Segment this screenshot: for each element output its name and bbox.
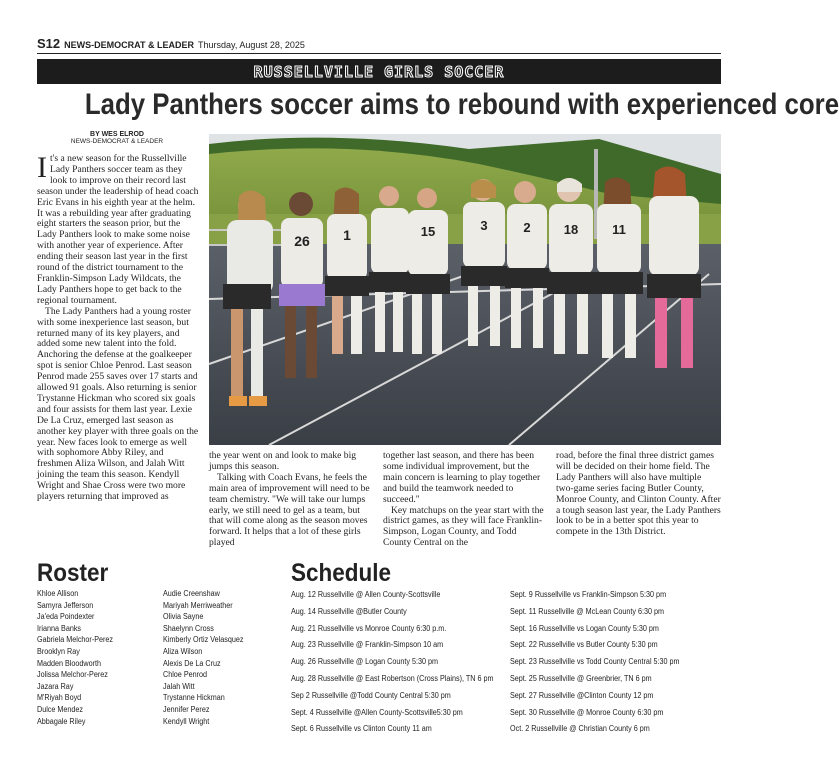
schedule-entry: Aug. 14 Russellville @Butler County <box>291 606 407 616</box>
article-paragraph: together last season, and there has been some individual improvement, but the main concern is learning to play together and build the teamwork needed to succeed." <box>383 450 541 505</box>
team-photo <box>209 134 721 445</box>
headline: Lady Panthers soccer aims to rebound with experienced core <box>84 88 839 121</box>
schedule-list-column-a <box>291 587 516 738</box>
article-column-1 <box>37 151 199 554</box>
section-banner <box>37 59 721 84</box>
byline-org: NEWS-DEMOCRAT & LEADER <box>70 138 164 145</box>
roster-player: Dulce Mendez <box>37 704 84 714</box>
schedule-entry: Sep 2 Russellville @Todd County Central 5:30 pm <box>291 690 451 700</box>
jersey-number: 1 <box>343 227 351 243</box>
roster-player: Olivia Sayne <box>163 612 204 622</box>
schedule-entry: Aug. 23 Russellville @ Franklin-Simpson 10 am <box>291 640 444 650</box>
article-column-3 <box>383 451 547 555</box>
jersey-number: 18 <box>563 222 579 237</box>
article-paragraph: road, before the final three district games will be decided on their home field. The Lady Panthers will also have multiple two-game series facing Butler County, Monroe County, and Clinton County. After a tough season last year, the Lady Panthers look to be in a better spot this year to compete in the 13th District. <box>556 450 721 538</box>
roster-player: Samyra Jefferson <box>37 600 94 610</box>
roster-list-column-b <box>163 588 252 727</box>
roster-player: Alexis De La Cruz <box>163 658 221 668</box>
roster-player: Jazara Ray <box>37 681 74 691</box>
schedule-entry: Sept. 11 Russellville @ McLean County 6:30 pm <box>510 606 665 616</box>
jersey-number: 15 <box>420 224 436 239</box>
schedule-entry: Sept. 16 Russellville vs Logan County 5:30 pm <box>510 623 659 633</box>
article-paragraph: Key matchups on the year start with the district games, as they will face Franklin-Simpson, Logan County, and Todd County Central on the <box>383 504 544 549</box>
article-paragraph <box>37 151 199 307</box>
paragraph-text: t's a new season for the Russellville Lady Panthers soccer team as they look to improve on their record last season under the leadership of head coach Eric Evans in his eighth year at the helm. It was a rebuilding year after graduating eight starters the season prior, but the Lady Panthers look to make some noise with another year of experience. After ending their season last year in the first round of the district tournament to the Franklin-Simpson Lady Wildcats, the Lady Panthers hope to get back to the regional tournament. <box>37 153 199 306</box>
schedule-entry: Sept. 9 Russellville vs Franklin-Simpson 5:30 pm <box>510 590 667 599</box>
roster-player: Audie Creenshaw <box>163 589 220 598</box>
roster-player: Irianna Banks <box>37 623 82 633</box>
jersey-number: 26 <box>294 233 310 249</box>
article-column-4 <box>556 451 721 555</box>
roster-player: Kendyll Wright <box>163 716 210 726</box>
roster-player: Madden Bloodworth <box>37 658 102 668</box>
page-folio <box>37 36 721 54</box>
schedule-entry: Sept. 30 Russellville @ Monroe County 6:30 pm <box>510 707 664 717</box>
section-label: RUSSELLVILLE GIRLS SOCCER <box>253 62 505 81</box>
schedule-entry: Sept. 4 Russellville @Allen County-Scottsville5:30 pm <box>291 707 463 717</box>
schedule-entry: Aug. 12 Russellville @ Allen County-Scottsville <box>291 590 441 599</box>
roster-player: Trystanne Hickman <box>163 693 225 703</box>
roster-player: Brooklyn Ray <box>37 646 80 656</box>
schedule-entry: Aug. 26 Russellville @ Logan County 5:30 pm <box>291 657 438 667</box>
schedule-entry: Sept. 22 Russellville vs Butler County 5:30 pm <box>510 640 658 650</box>
folio-rule <box>37 53 721 54</box>
roster-player: Ja'eda Poindexter <box>37 612 95 622</box>
page-number: S12 <box>37 36 61 51</box>
roster-player: Jennifer Perez <box>163 704 210 714</box>
roster-player: Jalah Witt <box>163 681 195 691</box>
team-photo-illustration <box>209 134 721 445</box>
article-paragraph: the year went on and look to make big jumps this season. <box>209 450 357 472</box>
schedule-entry: Sept. 25 Russellville @ Greenbrier, TN 6 pm <box>510 673 652 683</box>
roster-player: Jolissa Melchor-Perez <box>37 670 108 680</box>
schedule-list-column-b <box>510 587 698 738</box>
jersey-number: 2 <box>523 220 531 235</box>
roster-player: M'Riyah Boyd <box>37 693 82 703</box>
schedule-entry: Sept. 6 Russellville vs Clinton County 11 am <box>291 724 432 734</box>
roster-player: Abbagale Riley <box>37 716 86 726</box>
roster-player: Aliza Wilson <box>163 646 203 656</box>
schedule-entry: Aug. 28 Russellville @ East Robertson (Cross Plains), TN 6 pm <box>291 673 494 683</box>
newspaper-name: NEWS-DEMOCRAT & LEADER <box>64 40 194 50</box>
schedule-title: Schedule <box>291 559 392 587</box>
article-paragraph: The Lady Panthers had a young roster with some inexperience last season, but returned many of its key players, and added some new talent into the fold. Anchoring the defense at the goalkeeper spot is senior Chloe Penrod. Last season Penrod made 255 saves over 17 starts and allowed 91 goals. Also returning is senior Trystanne Hickman who scored six goals and four assists for them last year. Lexie De La Cruz, emerged last season as another key player with three goals on the year. New faces look to emerge as well with sophomore Abby Riley, and freshmen Aliza Wilson, and Jalah Witt joining the team this season. Kendyll Wright and Shae Cross were two more players returning that improved as <box>37 305 199 503</box>
roster-player: Shaelynn Cross <box>163 623 214 633</box>
schedule-entry: Sept. 27 Russellville @Clinton County 12 pm <box>510 690 654 700</box>
roster-list-column-a <box>37 588 121 727</box>
jersey-number: 11 <box>612 222 626 237</box>
byline <box>37 131 197 145</box>
issue-date: Thursday, August 28, 2025 <box>197 40 305 50</box>
schedule-entry: Aug. 21 Russellville vs Monroe County 6:30 p.m. <box>291 623 447 633</box>
drop-cap: I <box>37 151 47 184</box>
roster-player: Chloe Penrod <box>163 670 208 680</box>
roster-player: Mariyah Merriweather <box>163 600 233 610</box>
article-paragraph: Talking with Coach Evans, he feels the main area of improvement will need to be team chemistry. "We will take our lumps early, we still need to gel as a team, but that will come along as the season moves forward. It helps that a lot of these girls played <box>209 471 370 549</box>
roster-title: Roster <box>37 559 109 587</box>
schedule-entry: Oct. 2 Russellville @ Christian County 6 pm <box>510 724 650 734</box>
roster-player: Khloe Allison <box>37 589 79 598</box>
roster-player: Kimberly Ortiz Velasquez <box>163 635 244 645</box>
jersey-number: 3 <box>480 218 488 233</box>
roster-player: Gabriela Melchor-Perez <box>37 635 114 645</box>
schedule-entry: Sept. 23 Russellville vs Todd County Central 5:30 pm <box>510 657 680 667</box>
article-column-2 <box>209 451 373 555</box>
byline-author: BY WES ELROD <box>90 131 144 138</box>
